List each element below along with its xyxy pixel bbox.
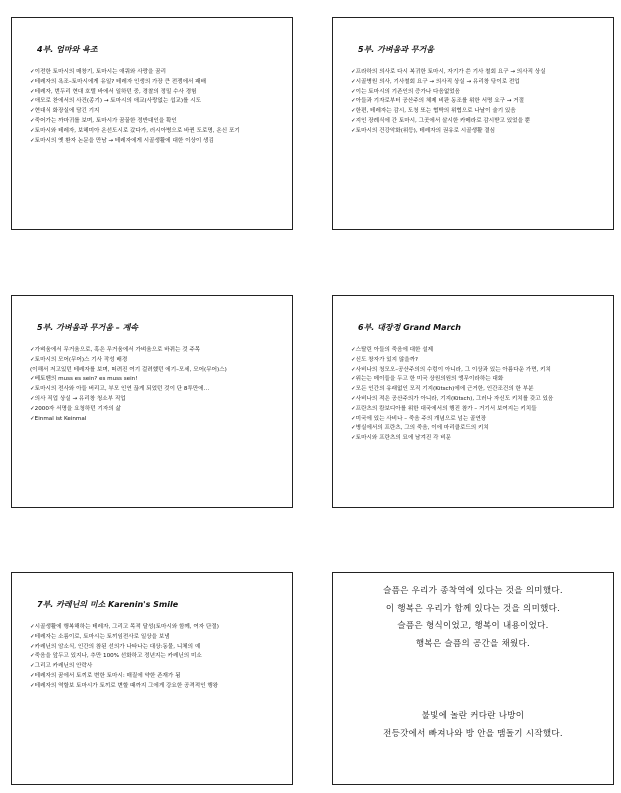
poem-line: 슬픔은 우리가 종착역에 있다는 것을 의미했다.: [383, 586, 563, 596]
poem-line: 이 행복은 우리가 함께 있다는 것을 의미했다.: [385, 603, 561, 614]
slide-title: 5부. 가벼움과 무거움: [358, 45, 434, 54]
bullet-item: ✓애모로 찬에서의 사건(종기) → 토마시의 애교(사랑없는 섭교)를 시도: [30, 98, 202, 105]
bullet-item: ✓토마시의 옛 환자 논문을 만남 → 테레자에게 시골생활에 대한 이상이 생김: [30, 137, 214, 144]
slide-part-6: [332, 295, 614, 508]
bullet-item: ✓죽어가는 까마귀를 보며, 토마시가 꿈꿀한 정반대인을 확인: [30, 117, 177, 124]
bullet-item: ✓시골생활에 행복해하는 테레자, 그리고 목적 달성(토마시와 함께, 여자 단절): [30, 624, 219, 630]
slide-title: 5부. 가벼움과 무거움 – 계속: [37, 323, 139, 332]
bullet-item: ✓죽음을 앞두고 있지나, 추만 100% 선화하고 정년지는 카레닌의 미소: [30, 653, 202, 660]
poem-line: 전등갓에서 빠져나와 방 안을 맴돌기 시작했다.: [383, 728, 563, 739]
bullet-item: ✓토마시의 전사와 아들 버리고, 부모 인연 끊게 되었던 것이 단 8투만에…: [30, 386, 210, 393]
bullet-item: ✓이전한 토마시의 매창기, 토마시는 애쿼와 사랑을 꿈리: [30, 69, 167, 75]
slide-poem: [332, 572, 614, 785]
bullet-item: ✓사비나의 적은 공산주의가 아니라, 기지(Kitsch), 그러나 자신도 키치를 갖고 있음: [351, 395, 554, 402]
bullet-item: ✓카레닌의 암소식, 인간의 참된 선의가 나타나는 대상:동물, 니체의 예: [30, 643, 201, 650]
bullet-item: ✓프라하의 의사로 다시 복귀한 토마시, 자기가 쓴 기사 철회 요구 → 의사직 상실: [351, 69, 546, 75]
bullet-item: ✓토마시와 테레자, 보헤미아 온선도시로 갔다가, 러시아병으로 바뀐 도로명, 온신 포기: [30, 127, 240, 134]
poem-line: 행복은 슬픔의 공간을 채웠다.: [415, 638, 531, 649]
bullet-item: ✓테레자, 번두리 현대 호텔 바에서 일하던 중, 경찰의 정밀 수사 경험: [30, 88, 197, 95]
bullet-item: ✓위는는 메이들을 두고 한 미국 상원의원의 앵무이라하는 대화: [351, 376, 504, 383]
poem-stanza-2: [333, 708, 613, 743]
slide-part-4: [11, 17, 293, 230]
slide-part-5: [332, 17, 614, 230]
bullet-item: ✓미국에 있는 사비나 – 죽음 주의 개념으로 넘는 골연장: [351, 415, 487, 422]
bullet-item: ✓지인 장례식에 간 토마시, 그곳에서 살시한 카메라로 감시받고 있었을 뿐: [351, 117, 531, 124]
bullet-item: ✓테레자의 꿈에서 토끼로 변한 토마시: 매질에 약한 존재가 됨: [30, 672, 181, 679]
bullet-list: [30, 623, 288, 692]
bullet-item: ✓시골병원 의사, 기사철회 요구 → 의사직 상실 → 유리창 닦이로 전업: [351, 78, 520, 85]
bullet-item: ✓가벼움에서 무거움으로, 혹은 무거움에서 가벼움으로 바뀌는 것 주목: [30, 347, 201, 353]
bullet-item: ✓토마시의 모어(무어)스 기사 작성 배경: [30, 356, 128, 363]
bullet-item: ✓토마시의 건강악화(위등), 테레자의 권유로 시골생활 결심: [351, 127, 496, 134]
bullet-list: [351, 346, 609, 444]
bullet-item: ✓그리고 카레닌의 안락사: [30, 663, 93, 670]
bullet-item: ✓병실에서의 프란츠, 그의 죽음, 이에 마리클로드의 키치: [351, 425, 489, 432]
bullet-item: ✓테레자의 역할보 토마시가 토끼로 변할 때까지 그에게 강요한 공격적인 행왕: [30, 682, 219, 689]
bullet-item: ✓아들과 기자로부터 공산주의 체제 비판 동조를 위한 서명 요구 → 거절: [351, 98, 525, 105]
poem-stanza-1: [333, 583, 613, 653]
bullet-item: ✓테레자는 소름이로, 토마시는 토끼임전사로 일상을 보냄: [30, 633, 170, 640]
slide-title: 6부. 대장정 Grand March: [358, 323, 461, 332]
bullet-item: ✓토마시와 프란츠의 묘에 남겨진 각 비문: [351, 435, 452, 442]
bullet-item: ✓베토벤의 muss es sein? es muss sein!: [30, 376, 138, 383]
bullet-item: ✓사비나의 청모오–공산주의의 수렁이 아니라, 그 이상과 있는 아름다운 가면, 키치: [351, 366, 551, 373]
bullet-item: ✓2000자 서명을 요청하던 기자의 삶: [30, 405, 121, 412]
bullet-list: [30, 346, 288, 424]
bullet-item: (이해서 저고있던 테레자를 보며, 떠려진 여기 걸려했던 에기–모세, 모어(무어)스): [30, 366, 227, 373]
bullet-item: ✓이는 토마시의 기존인의 증가나 다음없었음: [351, 88, 461, 95]
bullet-item: ✓스탈린 아들의 죽음에 대한 설제: [351, 347, 434, 353]
bullet-item: ✓테레자의 욕조–토마시에게 유일? 테레자 인생의 가장 큰 전쟁에서 패배: [30, 78, 206, 85]
bullet-item: ✓신도 창자가 있지 않을까?: [351, 356, 419, 363]
slide-part-5-continued: [11, 295, 293, 508]
slide-title: 4부. 엄마와 욕조: [37, 45, 98, 54]
bullet-item: ✓의사 직업 상실 → 유리창 청소부 직업: [30, 395, 126, 402]
slide-part-7: [11, 572, 293, 785]
bullet-item: ✓모든 인간의 유래없인 모직 기지(Kitsch)에에 근거한, 인간조건의 한 부분: [351, 386, 534, 393]
bullet-item: ✓프란츠의 캄보디아를 위한 대국에서의 행진 참가 – 거기서 보여지는 키치들: [351, 405, 537, 412]
bullet-item: ✓현대식 화장실에 담긴 기지: [30, 108, 100, 115]
bullet-list: [351, 68, 609, 137]
bullet-item: ✓Einmal ist Keinmal: [30, 415, 87, 422]
slide-title: 7부. 카레닌의 미소 Karenin's Smile: [37, 600, 179, 609]
bullet-list: [30, 68, 288, 146]
poem-line: 불빛에 놀란 커다란 나방이: [421, 711, 525, 721]
bullet-item: ✓한편, 테레자는 감시, 도청 또는 협박의 위협으로 나날이 술기 있음: [351, 108, 516, 115]
poem-line: 슬픔은 형식이었고, 행복이 내용이었다.: [397, 621, 549, 631]
